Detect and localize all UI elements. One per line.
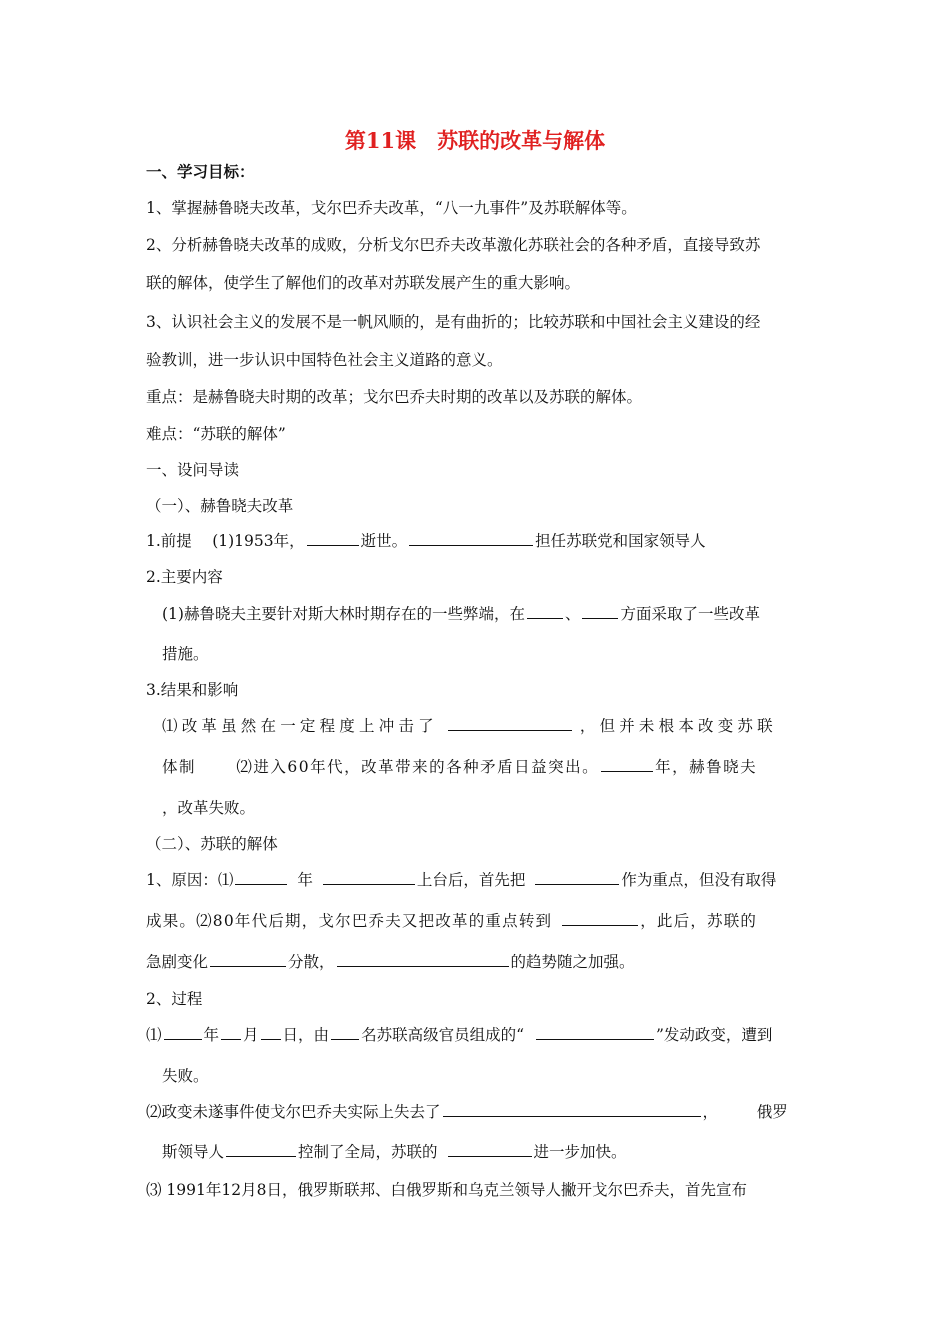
result-line-2	[162, 757, 757, 777]
key-point: 重点：是赫鲁晓夫时期的改革；戈尔巴乔夫时期的改革以及苏联的解体。	[146, 388, 643, 406]
proc-text-d: 日，由	[282, 1026, 330, 1044]
main-content-heading: 2.主要内容	[146, 568, 223, 586]
proc-text-f: ”发动政变，遭到	[656, 1026, 773, 1044]
result-line-3: ，改革失败。	[162, 799, 256, 817]
cause-line-2	[146, 911, 757, 931]
proc2-text-c: 斯领导人	[162, 1143, 225, 1161]
fill-blank[interactable]	[601, 757, 653, 772]
fill-blank[interactable]	[261, 1025, 281, 1040]
cause-text-a: 1、原因：⑴	[146, 871, 234, 889]
process-line-1b: 失败。	[162, 1067, 209, 1085]
process-heading: 2、过程	[146, 990, 203, 1008]
premise-line	[146, 531, 706, 551]
section-heading-guide: 一、设问导读	[146, 461, 240, 479]
process-line-3: ⑶ 1991年12月8日，俄罗斯联邦、白俄罗斯和乌克兰领导人撇开戈尔巴乔夫，首先宣布	[146, 1181, 747, 1199]
process-line-2b	[162, 1142, 627, 1162]
process-line-2	[146, 1102, 788, 1122]
fill-blank[interactable]	[409, 531, 533, 546]
goal-3-line-2: 验教训，进一步认识中国特色社会主义道路的意义。	[146, 351, 503, 369]
proc2-text-b: ， 俄罗	[702, 1103, 788, 1121]
premise-text-b: 逝世。	[360, 532, 408, 550]
cause-line-3	[146, 952, 635, 972]
fill-blank[interactable]	[582, 604, 618, 619]
main-content-line-2: 措施。	[162, 645, 209, 663]
main-text-b: 方面采取了一些改革	[620, 605, 760, 623]
cause-text-g: 急剧变化	[146, 953, 209, 971]
fill-blank[interactable]	[221, 1025, 241, 1040]
fill-blank[interactable]	[535, 870, 619, 885]
result-heading: 3.结果和影响	[146, 681, 239, 699]
fill-blank[interactable]	[331, 1025, 359, 1040]
fill-blank[interactable]	[226, 1142, 296, 1157]
cause-text-h: 分散，	[288, 953, 335, 971]
fill-blank[interactable]	[448, 716, 572, 731]
proc-text-b: 年	[203, 1026, 220, 1044]
cause-text-e: 成果。⑵80年代后期，戈尔巴乔夫又把改革的重点转到	[146, 912, 553, 930]
proc-text-e: 名苏联高级官员组成的“	[361, 1026, 524, 1044]
proc2-text-a: ⑵政变未遂事件使戈尔巴乔夫实际上失去了	[146, 1103, 441, 1121]
fill-blank[interactable]	[307, 531, 359, 546]
goal-1: 1、掌握赫鲁晓夫改革，戈尔巴乔夫改革，“八一九事件”及苏联解体等。	[146, 199, 637, 217]
cause-line-1	[146, 870, 776, 890]
result-text-b: ，但并未根本改变苏联	[579, 717, 777, 735]
fill-blank[interactable]	[323, 870, 415, 885]
result-text-c: 体制 ⑵进入60年代，改革带来的各种矛盾日益突出。	[162, 758, 600, 776]
premise-text-c: 担任苏联党和国家领导人	[535, 532, 706, 550]
result-line-1	[162, 716, 777, 736]
proc2-text-e: 进一步加快。	[533, 1143, 627, 1161]
part-2-heading: （二）、苏联的解体	[146, 835, 278, 853]
fill-blank[interactable]	[448, 1142, 532, 1157]
fill-blank[interactable]	[527, 604, 563, 619]
fill-blank[interactable]	[562, 911, 638, 926]
cause-text-b: 年	[297, 871, 313, 889]
proc-text-c: 月	[243, 1026, 259, 1044]
fill-blank[interactable]	[235, 870, 287, 885]
fill-blank[interactable]	[337, 952, 509, 967]
goal-3-line-1: 3、认识社会主义的发展不是一帆风顺的，是有曲折的；比较苏联和中国社会主义建设的经	[146, 313, 761, 331]
result-text-a: ⑴改革虽然在一定程度上冲击了	[162, 717, 438, 735]
proc-text-a: ⑴	[146, 1026, 162, 1044]
goal-2-line-1: 2、分析赫鲁晓夫改革的成败，分析戈尔巴乔夫改革激化苏联社会的各种矛盾，直接导致苏	[146, 236, 761, 254]
main-text-a: (1)赫鲁晓夫主要针对斯大林时期存在的一些弊端，在	[162, 605, 525, 623]
main-content-line-1	[162, 604, 760, 624]
fill-blank[interactable]	[164, 1025, 202, 1040]
cause-text-d: 作为重点，但没有取得	[621, 871, 777, 889]
goal-2-line-2: 联的解体，使学生了解他们的改革对苏联发展产生的重大影响。	[146, 274, 581, 292]
difficulty: 难点：“苏联的解体”	[146, 425, 286, 443]
premise-text-a: 1.前提 (1)1953年，	[146, 532, 305, 550]
proc2-text-d: 控制了全局，苏联的	[298, 1143, 438, 1161]
fill-blank[interactable]	[443, 1102, 701, 1117]
fill-blank[interactable]	[210, 952, 286, 967]
part-1-heading: （一）、赫鲁晓夫改革	[146, 497, 294, 515]
page-title: 第11课 苏联的改革与解体	[344, 128, 606, 153]
main-sep: 、	[564, 605, 581, 623]
section-heading-goals: 一、学习目标：	[146, 162, 255, 181]
cause-text-c: 上台后，首先把	[416, 871, 526, 889]
cause-text-i: 的趋势随之加强。	[510, 953, 635, 971]
result-text-d: 年，赫鲁晓夫	[655, 758, 758, 776]
fill-blank[interactable]	[536, 1025, 654, 1040]
process-line-1	[146, 1025, 772, 1045]
cause-text-f: ，此后，苏联的	[640, 912, 758, 930]
